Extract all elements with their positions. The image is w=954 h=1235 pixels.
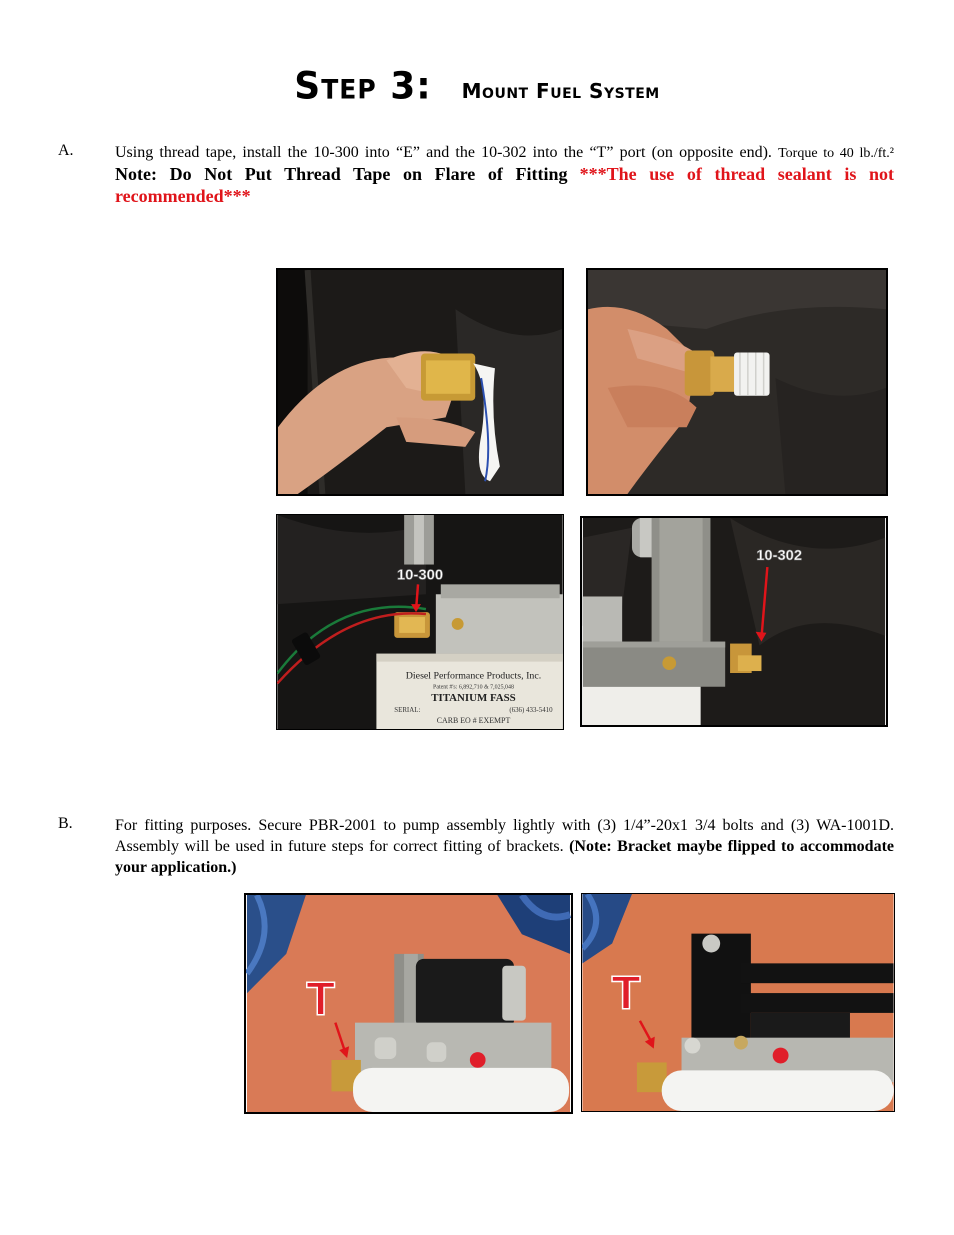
photo-thread-tape-1 — [276, 268, 564, 496]
photo-10-300-installed — [276, 514, 564, 730]
step-b-letter: B. — [58, 815, 73, 832]
step-a-warning: ***The use of thread sealant is not recommended*** — [115, 164, 894, 206]
step-a — [58, 142, 894, 208]
step-b-instruction: For fitting purposes. Secure PBR-2001 to pump assembly lightly with (3) 1/4”-20x1 3/4 bolts and (3) WA-1001D. Assembly will be used in future steps for correct fitting of brackets. — [115, 817, 894, 855]
step-b-note: (Note: Bracket maybe flipped to accommodate your application.) — [115, 838, 895, 876]
step-b — [58, 815, 894, 878]
plate-line-6: CARB EO # EXEMPT — [436, 716, 511, 726]
plate-line-2: Patent #'s: 6,892,710 & 7,025,048 — [433, 684, 514, 691]
label-10-300: 10-300 — [396, 567, 444, 584]
step-b-text — [115, 815, 894, 878]
page-title — [0, 66, 954, 107]
photo-pump-assembly-bracket — [581, 893, 895, 1112]
photo-10-302-installed — [580, 516, 888, 727]
step-subtitle: Mount Fuel System — [461, 79, 660, 103]
step-a-torque: Torque to 40 lb./ft.² — [778, 146, 895, 161]
label-t-port-2: T — [611, 966, 641, 1020]
plate-line-4: SERIAL: — [394, 707, 421, 715]
plate-line-1: Diesel Performance Products, Inc. — [405, 670, 542, 682]
step-heading: Step 3: — [294, 64, 432, 109]
step-a-letter: A. — [58, 142, 74, 159]
step-a-text — [115, 142, 894, 208]
step-a-instruction: Using thread tape, install the 10-300 into “E” and the 10-302 into the “T” port (on opposite end). — [115, 144, 772, 161]
step-a-note: Note: Do Not Put Thread Tape on Flare of Fitting — [115, 164, 568, 184]
label-10-302: 10-302 — [756, 548, 803, 565]
label-t-port-1: T — [306, 971, 336, 1025]
plate-line-3: TITANIUM FASS — [431, 692, 516, 705]
photo-thread-tape-2 — [586, 268, 888, 496]
photo-pump-assembly — [244, 893, 573, 1114]
plate-line-5: (636) 433-5410 — [509, 707, 553, 715]
